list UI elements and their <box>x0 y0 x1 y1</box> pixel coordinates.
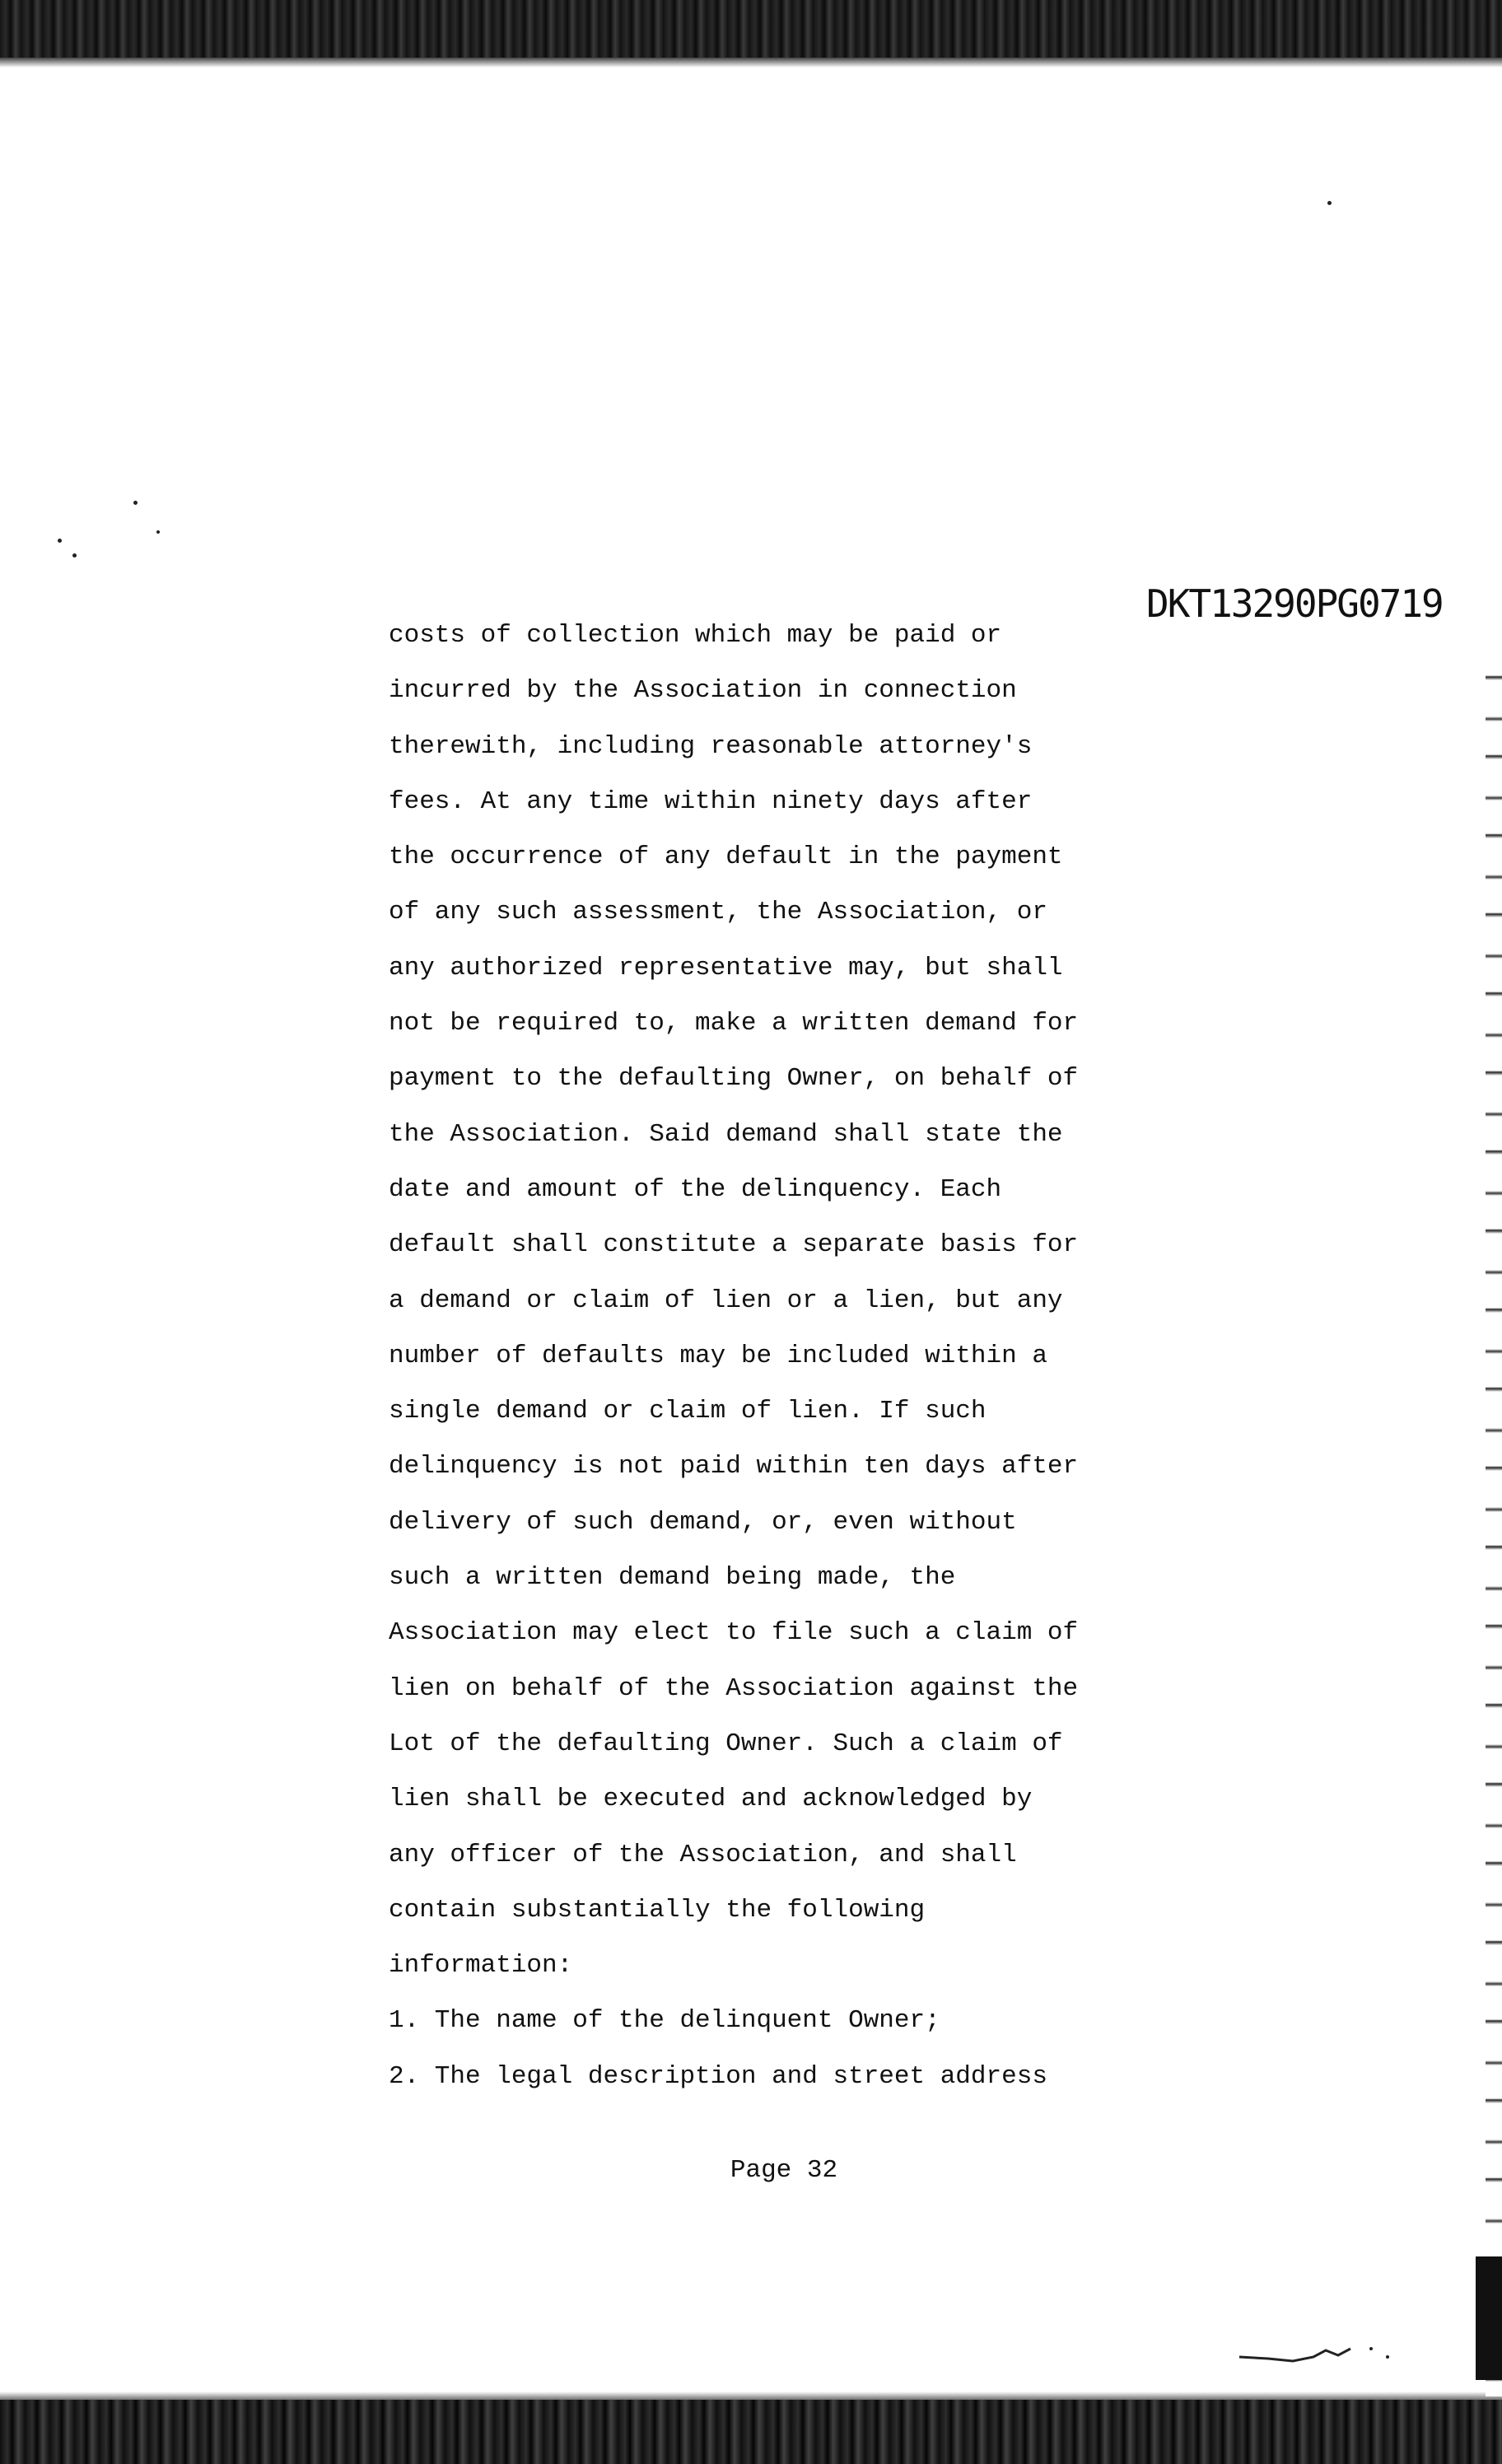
scan-speck <box>156 530 160 534</box>
text-line: a demand or claim of lien or a lien, but any <box>389 1286 1063 1315</box>
text-line: lien shall be executed and acknowledged by <box>389 1785 1033 1814</box>
text-line: any officer of the Association, and shall <box>389 1840 1017 1869</box>
text-line: delivery of such demand, or, even without <box>389 1507 1017 1537</box>
text-line: Association may elect to file such a claim of <box>389 1618 1079 1648</box>
text-line: number of defaults may be included within a <box>389 1341 1047 1370</box>
scan-border-bottom <box>0 2400 1502 2464</box>
scan-speck <box>1327 201 1332 205</box>
text-line: single demand or claim of lien. If such <box>389 1397 987 1426</box>
text-line: payment to the defaulting Owner, on behalf of <box>389 1064 1079 1094</box>
text-line: contain substantially the following <box>389 1895 926 1925</box>
scan-mark <box>1235 2339 1400 2364</box>
text-line: of any such assessment, the Association, or <box>389 898 1047 927</box>
scan-border-right <box>1486 642 1502 2396</box>
text-line: therewith, including reasonable attorney's <box>389 731 1033 761</box>
text-line: the occurrence of any default in the payment <box>389 842 1063 872</box>
text-line: default shall constitute a separate basis for <box>389 1230 1079 1260</box>
text-line: such a written demand being made, the <box>389 1563 956 1593</box>
scan-border-top <box>0 0 1502 64</box>
text-line: incurred by the Association in connection <box>389 676 1017 706</box>
text-line: lien on behalf of the Association against the <box>389 1673 1079 1703</box>
page-number: Page 32 <box>730 2156 838 2185</box>
scan-speck <box>58 539 62 543</box>
text-line: costs of collection which may be paid or <box>389 621 1002 650</box>
text-line: not be required to, make a written demand for <box>389 1009 1079 1038</box>
scan-speck <box>72 553 77 558</box>
document-body-text <box>389 608 1212 2104</box>
text-line: Lot of the defaulting Owner. Such a claim of <box>389 1729 1063 1758</box>
text-line: date and amount of the delinquency. Each <box>389 1174 1002 1204</box>
book-page-stamp: DKT13290PG0719 <box>1146 581 1443 626</box>
numbered-item: 1. The name of the delinquent Owner; <box>389 2006 940 2036</box>
text-line: the Association. Said demand shall state the <box>389 1119 1063 1149</box>
numbered-item: 2. The legal description and street address <box>389 2061 1047 2091</box>
scan-speck <box>133 501 138 505</box>
scan-border-top-edge <box>0 58 1502 68</box>
scan-border-right-block <box>1476 2256 1502 2380</box>
text-line: delinquency is not paid within ten days after <box>389 1452 1079 1482</box>
text-line: fees. At any time within ninety days after <box>389 786 1033 816</box>
text-line: information: <box>389 1951 573 1981</box>
text-line: any authorized representative may, but shall <box>389 953 1063 982</box>
